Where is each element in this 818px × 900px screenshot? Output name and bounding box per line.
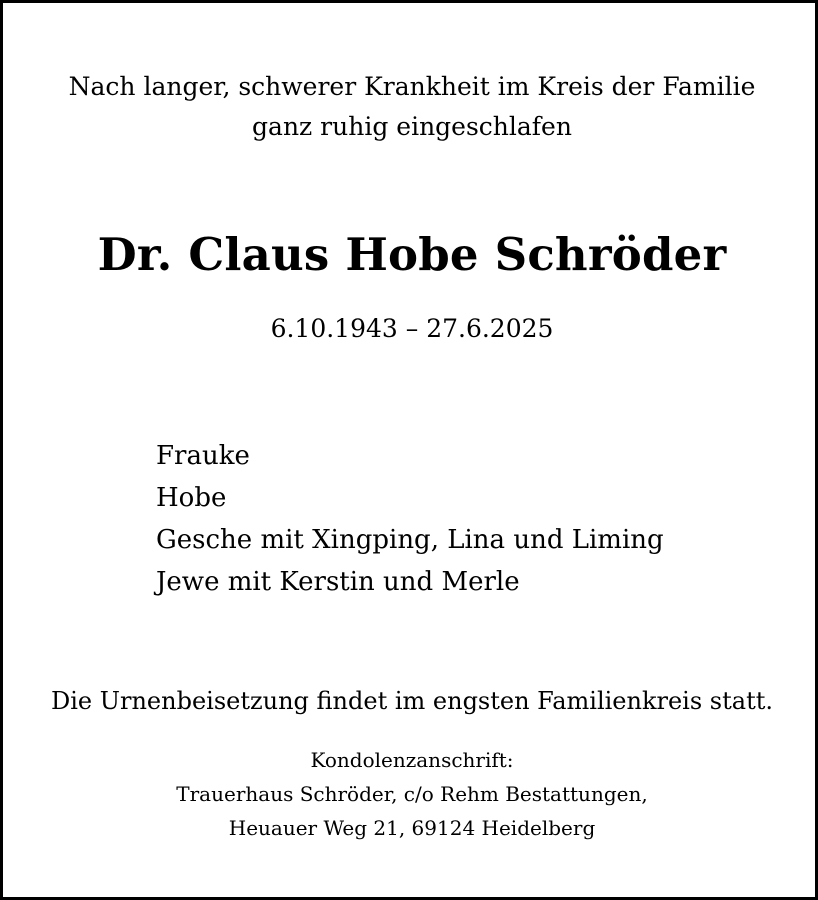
mourner-item: Hobe xyxy=(156,483,227,513)
burial-notice: Die Urnenbeisetzung findet im engsten Familienkreis statt. xyxy=(51,687,773,715)
condolence-line-1: Trauerhaus Schröder, c/o Rehm Bestattungen, xyxy=(176,782,648,806)
condolence-line-2: Heuauer Weg 21, 69124 Heidelberg xyxy=(228,816,596,840)
deceased-name: Dr. Claus Hobe Schröder xyxy=(97,228,727,281)
intro-line-2: ganz ruhig eingeschlafen xyxy=(252,112,572,141)
mourner-item: Gesche mit Xingping, Lina und Liming xyxy=(156,525,664,555)
intro-text xyxy=(3,67,818,147)
mourners-list xyxy=(156,435,796,603)
mourner-item: Frauke xyxy=(156,441,250,471)
condolence-label: Kondolenzanschrift: xyxy=(310,748,514,772)
mourner-item: Jewe mit Kerstin und Merle xyxy=(156,567,520,597)
condolence-address xyxy=(3,743,818,845)
intro-line-1: Nach langer, schwerer Krankheit im Kreis der Familie xyxy=(68,72,756,101)
life-dates: 6.10.1943 – 27.6.2025 xyxy=(270,314,554,343)
